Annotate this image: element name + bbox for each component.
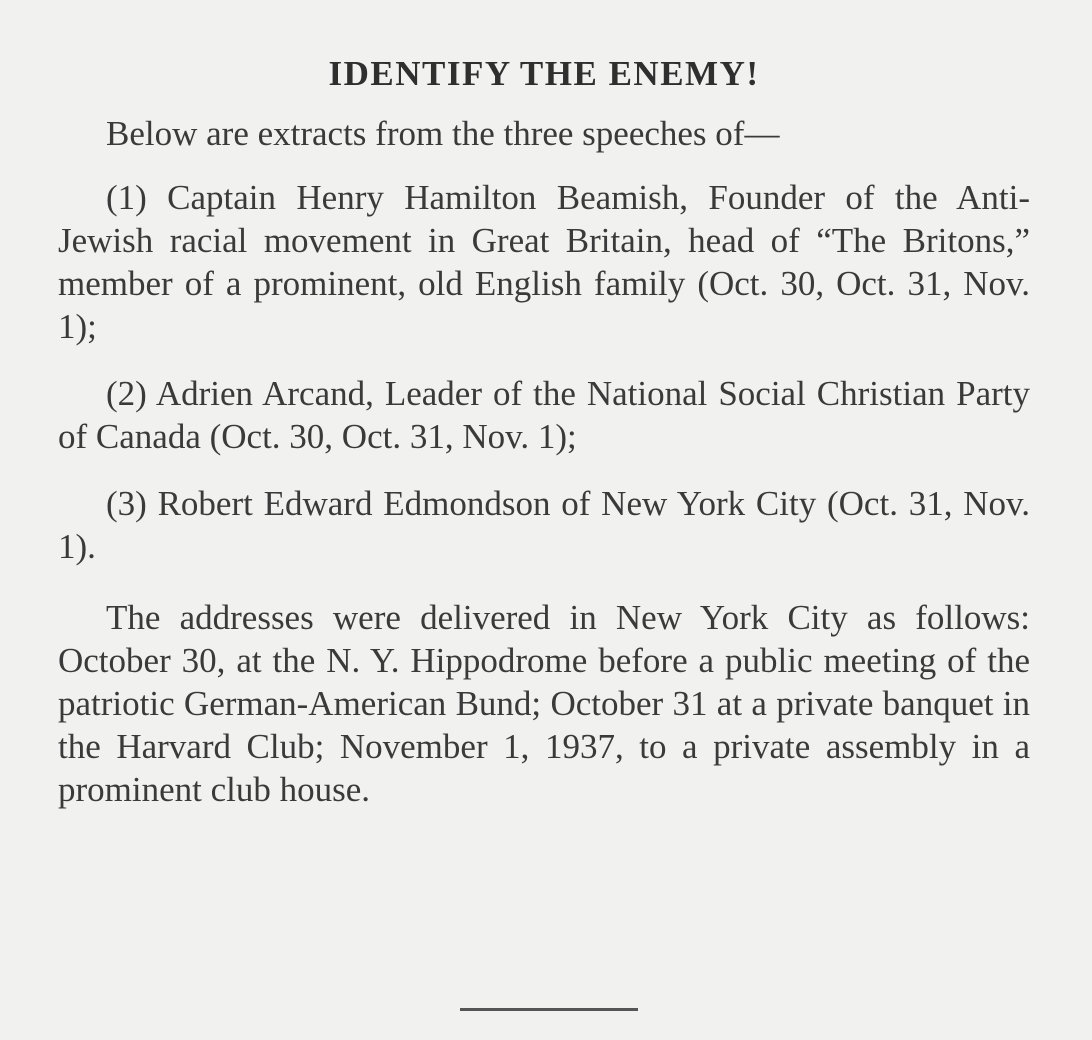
speaker-item-2: (2) Adrien Arcand, Leader of the National Social Christian Party of Canada (Oct. 30, Oct. 31, Nov. 1); — [58, 374, 1030, 456]
closing-paragraph: The addresses were delivered in New York City as follows: October 30, at the N. Y. Hippodrome before a public meeting of the patriotic German-American Bund; October 31 at a private banquet in the Harvard Club; November 1, 1937, to a private assembly in a prominent club house. — [58, 598, 1030, 809]
speaker-item-1: (1) Captain Henry Hamilton Beamish, Founder of the Anti-Jewish racial movement in Great Britain, head of “The Britons,” member of a prominent, old English family (Oct. 30, Oct. 31, Nov. 1); — [58, 178, 1030, 346]
intro-paragraph: Below are extracts from the three speeches of— — [106, 114, 780, 153]
speaker-item-3: (3) Robert Edward Edmondson of New York City (Oct. 31, Nov. 1). — [58, 484, 1030, 566]
page-title: IDENTIFY THE ENEMY! — [328, 54, 760, 93]
divider-rule — [460, 1008, 638, 1011]
